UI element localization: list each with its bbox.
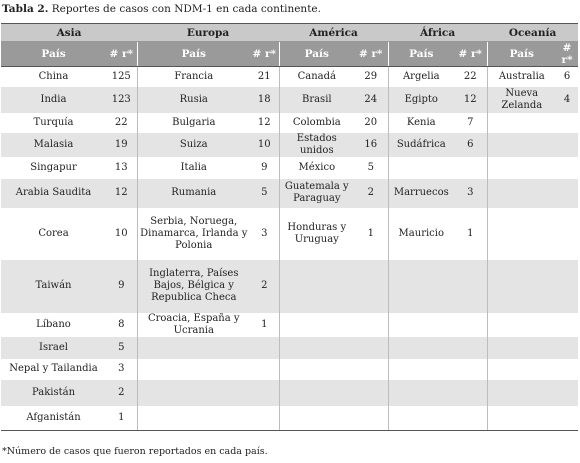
country-cell: Marruecos [388, 179, 454, 208]
country-cell: Taiwán [1, 260, 106, 313]
country-cell [388, 337, 454, 359]
country-column-header: País [279, 42, 354, 67]
country-cell: Singapur [1, 157, 106, 179]
country-cell [279, 260, 354, 313]
country-cell: Francia [137, 67, 250, 87]
country-cell [388, 380, 454, 406]
case-count-cell: 2 [354, 179, 388, 208]
table-row [1, 179, 578, 208]
case-count-cell: 12 [106, 179, 137, 208]
count-column-header: # r* [556, 42, 578, 67]
country-cell [279, 313, 354, 337]
count-column-header: # r* [250, 42, 279, 67]
country-cell: Arabia Saudita [1, 179, 106, 208]
country-cell [487, 313, 556, 337]
case-count-cell [556, 406, 578, 431]
column-header-row [1, 42, 578, 67]
country-column-header: País [388, 42, 454, 67]
case-count-cell: 1 [106, 406, 137, 431]
case-count-cell [354, 313, 388, 337]
case-count-cell [556, 359, 578, 380]
case-count-cell: 18 [250, 87, 279, 113]
country-cell: México [279, 157, 354, 179]
country-cell: Rumania [137, 179, 250, 208]
case-count-cell: 4 [556, 87, 578, 113]
case-count-cell [250, 406, 279, 431]
case-count-cell: 2 [250, 260, 279, 313]
country-cell [137, 337, 250, 359]
country-cell: Argelia [388, 67, 454, 87]
country-cell [388, 359, 454, 380]
country-cell: Afganistán [1, 406, 106, 431]
country-cell: India [1, 87, 106, 113]
case-count-cell: 5 [250, 179, 279, 208]
continent-header: África [388, 24, 487, 42]
country-cell: Kenia [388, 113, 454, 133]
country-cell: Brasil [279, 87, 354, 113]
country-cell: Croacia, España y Ucrania [137, 313, 250, 337]
case-count-cell: 9 [250, 157, 279, 179]
country-cell [487, 179, 556, 208]
country-cell: Turquía [1, 113, 106, 133]
continent-header: América [279, 24, 388, 42]
country-cell: Australia [487, 67, 556, 87]
country-cell [388, 313, 454, 337]
country-cell [487, 380, 556, 406]
case-count-cell: 12 [454, 87, 487, 113]
country-cell [137, 380, 250, 406]
continent-header: Europa [137, 24, 279, 42]
count-column-header: # r* [354, 42, 388, 67]
table-footnote: *Número de casos que fueron reportados en cada país. [2, 446, 268, 457]
case-count-cell [556, 260, 578, 313]
country-cell: Italia [137, 157, 250, 179]
case-count-cell [454, 260, 487, 313]
case-count-cell: 2 [106, 380, 137, 406]
country-cell [487, 113, 556, 133]
country-cell: Inglaterra, Países Bajos, Bélgica y Republica Checa [137, 260, 250, 313]
case-count-cell [250, 337, 279, 359]
table-row [1, 87, 578, 113]
country-cell [487, 133, 556, 157]
case-count-cell: 3 [250, 208, 279, 260]
country-cell: Nepal y Tailandia [1, 359, 106, 380]
case-count-cell: 123 [106, 87, 137, 113]
table-row [1, 380, 578, 406]
country-cell: Colombia [279, 113, 354, 133]
case-count-cell [354, 359, 388, 380]
country-cell: Líbano [1, 313, 106, 337]
case-count-cell: 1 [454, 208, 487, 260]
table-row [1, 406, 578, 431]
case-count-cell [454, 359, 487, 380]
country-cell: Canadá [279, 67, 354, 87]
country-cell: Rusia [137, 87, 250, 113]
case-count-cell: 13 [106, 157, 137, 179]
case-count-cell: 8 [106, 313, 137, 337]
country-cell [279, 359, 354, 380]
case-count-cell: 10 [106, 208, 137, 260]
case-count-cell [556, 208, 578, 260]
case-count-cell: 19 [106, 133, 137, 157]
country-cell: Serbia, Noruega, Dinamarca, Irlanda y Polonia [137, 208, 250, 260]
continent-header: Asia [1, 24, 137, 42]
table-row [1, 113, 578, 133]
case-count-cell [454, 380, 487, 406]
case-count-cell [454, 337, 487, 359]
case-count-cell [556, 313, 578, 337]
case-count-cell: 10 [250, 133, 279, 157]
table-row [1, 260, 578, 313]
case-count-cell [454, 157, 487, 179]
case-count-cell [556, 133, 578, 157]
country-cell: Estados unidos [279, 133, 354, 157]
country-cell [487, 157, 556, 179]
case-count-cell: 5 [354, 157, 388, 179]
table-row [1, 313, 578, 337]
country-cell: Mauricio [388, 208, 454, 260]
country-column-header: País [487, 42, 556, 67]
case-count-cell: 5 [106, 337, 137, 359]
case-count-cell: 1 [354, 208, 388, 260]
country-cell [487, 406, 556, 431]
case-count-cell: 20 [354, 113, 388, 133]
case-count-cell: 125 [106, 67, 137, 87]
case-count-cell: 1 [250, 313, 279, 337]
case-count-cell: 3 [106, 359, 137, 380]
country-cell [487, 337, 556, 359]
country-cell: Guatemala y Paraguay [279, 179, 354, 208]
case-count-cell: 6 [556, 67, 578, 87]
country-cell: Honduras y Uruguay [279, 208, 354, 260]
case-count-cell [454, 313, 487, 337]
country-cell: Pakistán [1, 380, 106, 406]
case-count-cell: 6 [454, 133, 487, 157]
cases-table [1, 23, 578, 431]
country-cell: China [1, 67, 106, 87]
case-count-cell [354, 406, 388, 431]
country-cell [279, 337, 354, 359]
continent-header-row [1, 24, 578, 42]
case-count-cell [354, 337, 388, 359]
case-count-cell [556, 179, 578, 208]
count-column-header: # r* [106, 42, 137, 67]
case-count-cell [556, 113, 578, 133]
caption-label: Tabla 2. [2, 3, 49, 15]
case-count-cell [454, 406, 487, 431]
country-cell: Egipto [388, 87, 454, 113]
country-cell [279, 380, 354, 406]
table-row [1, 67, 578, 87]
table-row [1, 133, 578, 157]
case-count-cell [556, 380, 578, 406]
country-cell: Sudáfrica [388, 133, 454, 157]
case-count-cell [556, 157, 578, 179]
case-count-cell [354, 380, 388, 406]
country-cell: Corea [1, 208, 106, 260]
case-count-cell: 7 [454, 113, 487, 133]
country-column-header: País [137, 42, 250, 67]
country-cell [487, 260, 556, 313]
country-column-header: País [1, 42, 106, 67]
count-column-header: # r* [454, 42, 487, 67]
country-cell [388, 260, 454, 313]
case-count-cell: 22 [454, 67, 487, 87]
table-row [1, 359, 578, 380]
case-count-cell: 9 [106, 260, 137, 313]
case-count-cell: 21 [250, 67, 279, 87]
country-cell [137, 359, 250, 380]
country-cell [137, 406, 250, 431]
country-cell: Suiza [137, 133, 250, 157]
caption-text: Reportes de casos con NDM-1 en cada continente. [51, 3, 321, 15]
country-cell: Malasia [1, 133, 106, 157]
case-count-cell [354, 260, 388, 313]
case-count-cell [250, 359, 279, 380]
case-count-cell [556, 337, 578, 359]
case-count-cell: 29 [354, 67, 388, 87]
case-count-cell: 12 [250, 113, 279, 133]
country-cell: Nueva Zelanda [487, 87, 556, 113]
table-caption [2, 3, 321, 15]
table-row [1, 337, 578, 359]
country-cell [388, 406, 454, 431]
country-cell: Bulgaria [137, 113, 250, 133]
case-count-cell: 3 [454, 179, 487, 208]
country-cell: Israel [1, 337, 106, 359]
table-row [1, 157, 578, 179]
case-count-cell [250, 380, 279, 406]
case-count-cell: 16 [354, 133, 388, 157]
case-count-cell: 22 [106, 113, 137, 133]
continent-header: Oceanía [487, 24, 578, 42]
country-cell [487, 208, 556, 260]
country-cell [279, 406, 354, 431]
table-row [1, 208, 578, 260]
country-cell [487, 359, 556, 380]
country-cell [388, 157, 454, 179]
case-count-cell: 24 [354, 87, 388, 113]
